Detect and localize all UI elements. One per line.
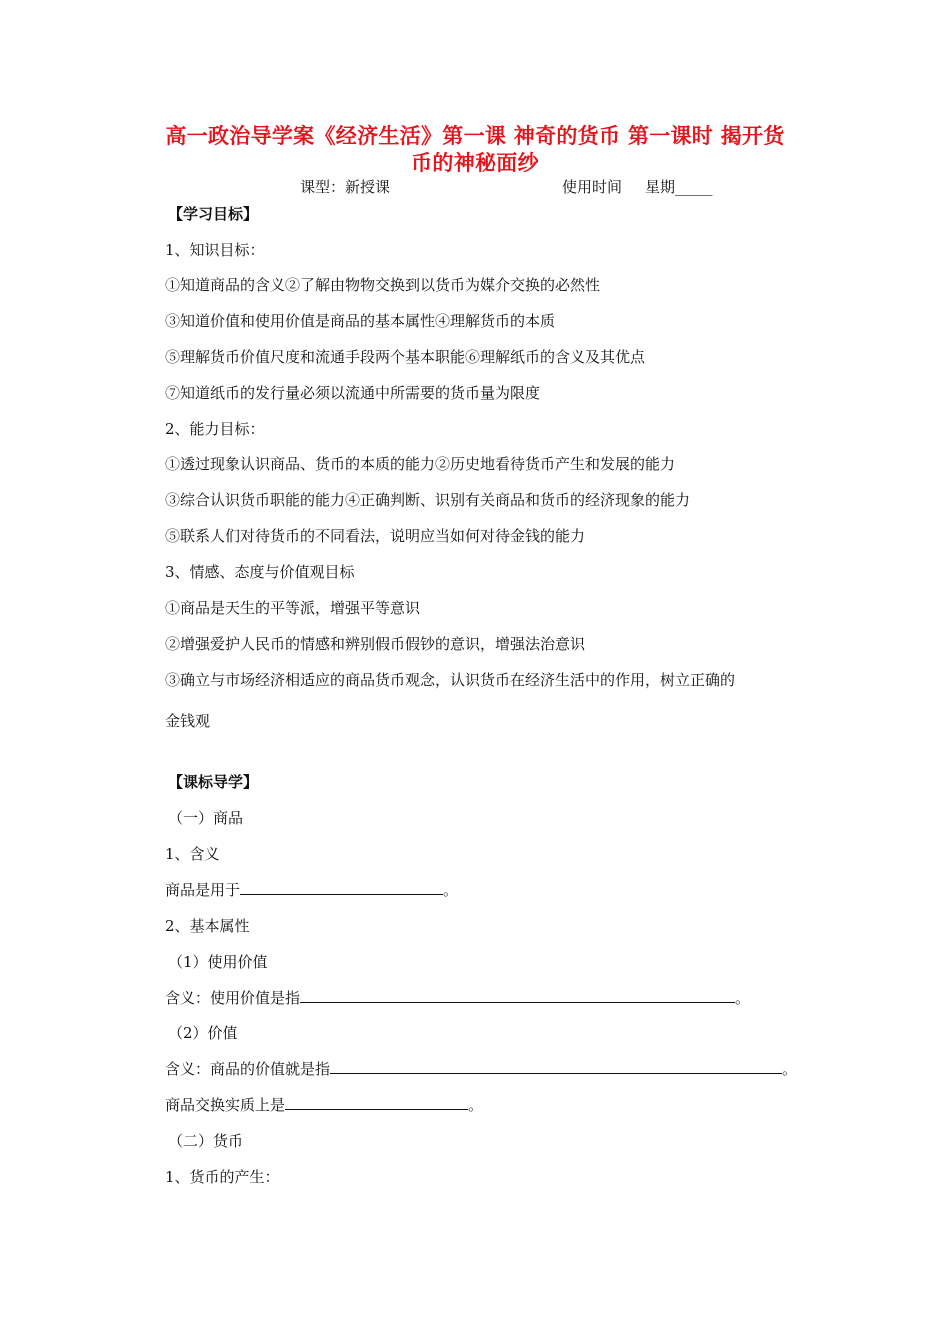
ability-item: ①透过现象认识商品、货币的本质的能力②历史地看待货币产生和发展的能力 xyxy=(165,455,676,473)
knowledge-item: ③知道价值和使用价值是商品的基本属性④理解货币的本质 xyxy=(165,312,556,330)
period: 。 xyxy=(468,1096,484,1114)
ability-title: 2、能力目标： xyxy=(165,420,265,438)
knowledge-title: 1、知识目标： xyxy=(165,241,265,259)
use-value-text: 含义：使用价值是指 xyxy=(165,989,301,1007)
use-value-line xyxy=(165,988,750,1008)
value-line xyxy=(165,1059,797,1079)
knowledge-item: ⑤理解货币价值尺度和流通手段两个基本职能⑥理解纸币的含义及其优点 xyxy=(165,348,646,366)
value-text: 含义：商品的价值就是指 xyxy=(165,1060,331,1078)
emotion-item: 金钱观 xyxy=(165,712,211,730)
answer-blank[interactable] xyxy=(240,880,443,895)
usage-time: 使用时间 xyxy=(562,178,623,196)
emotion-item: ③确立与市场经济相适应的商品货币观念，认识货币在经济生活中的作用，树立正确的 xyxy=(165,671,736,689)
document-title xyxy=(120,122,830,176)
exchange-text: 商品交换实质上是 xyxy=(165,1096,286,1114)
exchange-line xyxy=(165,1095,483,1115)
section-commodity: （一）商品 xyxy=(168,809,244,827)
money-origin-title: 1、货币的产生： xyxy=(165,1168,280,1186)
meaning-text: 商品是用于 xyxy=(165,881,241,899)
knowledge-item: ①知道商品的含义②了解由物物交换到以货币为媒介交换的必然性 xyxy=(165,276,601,294)
emotion-title: 3、情感、态度与价值观目标 xyxy=(165,563,355,581)
guide-heading: 【课标导学】 xyxy=(168,773,259,791)
title-line-2: 币的神秘面纱 xyxy=(411,150,539,175)
use-value-title: （1）使用价值 xyxy=(168,953,268,971)
weekday: 星期_____ xyxy=(645,178,713,196)
section-money: （二）货币 xyxy=(168,1132,244,1150)
period: 。 xyxy=(443,881,459,899)
attributes-title: 2、基本属性 xyxy=(165,917,250,935)
answer-blank[interactable] xyxy=(300,988,735,1003)
meaning-line xyxy=(165,880,458,900)
emotion-item: ①商品是天生的平等派，增强平等意识 xyxy=(165,599,421,617)
course-type: 课型：新授课 xyxy=(300,178,391,196)
ability-item: ⑤联系人们对待货币的不同看法，说明应当如何对待金钱的能力 xyxy=(165,527,586,545)
title-line-1: 高一政治导学案《经济生活》第一课 神奇的货币 第一课时 揭开货 xyxy=(165,123,785,148)
answer-blank[interactable] xyxy=(285,1095,468,1110)
answer-blank[interactable] xyxy=(330,1059,782,1074)
emotion-item: ②增强爱护人民币的情感和辨别假币假钞的意识，增强法治意识 xyxy=(165,635,586,653)
objectives-heading: 【学习目标】 xyxy=(168,205,259,223)
period: 。 xyxy=(782,1060,798,1078)
knowledge-item: ⑦知道纸币的发行量必须以流通中所需要的货币量为限度 xyxy=(165,384,541,402)
meaning-title: 1、含义 xyxy=(165,845,220,863)
value-title: （2）价值 xyxy=(168,1024,238,1042)
ability-item: ③综合认识货币职能的能力④正确判断、识别有关商品和货币的经济现象的能力 xyxy=(165,491,691,509)
period: 。 xyxy=(735,989,751,1007)
